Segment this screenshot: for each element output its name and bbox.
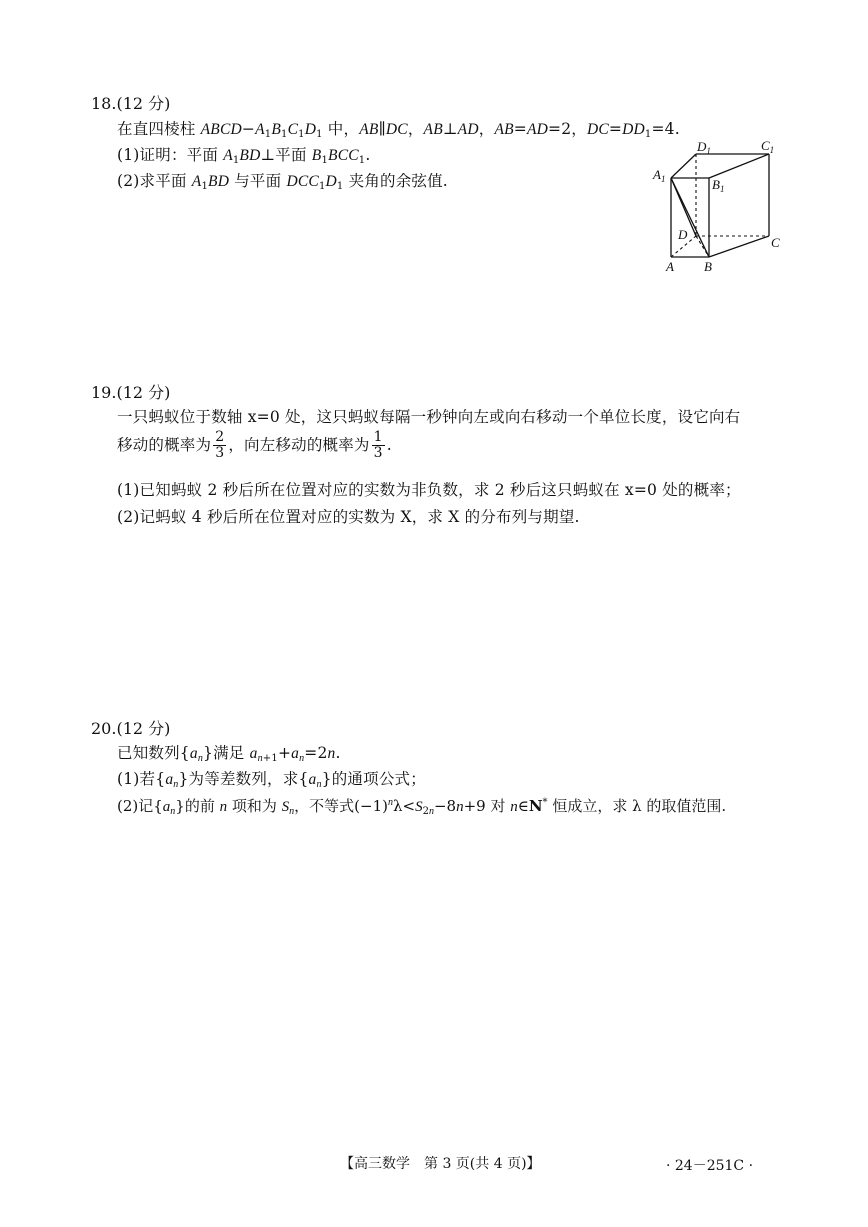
q20-part1: (1)若$\{a_n\}$为等差数列，求$\{a_n\}$的通项公式； [117,770,426,790]
label-C1: $C_1$ [761,138,775,155]
q20-stem-a: 已知数列{ [117,744,190,762]
label-B: B [704,259,712,274]
q19-frac-left [372,430,385,462]
q20-score: (12 分) [116,719,171,738]
label-D: D [678,227,688,242]
page-footer: 【高三数学 第 3 页(共 4 页)】 [340,1156,541,1172]
exam-code: · 24－251C · [666,1158,754,1174]
q18-score: (12 分) [116,94,171,113]
q20-part2-f: −8 [433,797,457,815]
q18-stem: 在直四棱柱 $ABCD-A_1B_1C_1D_1$ 中，AB∥DC，AB⊥AD，AB=AD=2，$DC=DD_1=4$. [117,120,680,140]
q19-header [91,380,170,403]
label-A1: $A_1$ [653,167,666,184]
q20-part1-b: }为等差数列，求{ [178,770,309,788]
q19-frac2-num: 1 [373,429,383,445]
q20-part2-g: +9 对 [463,797,511,815]
label-A: A [666,259,674,274]
q18-part1: (1)证明：平面 $A_1BD\perp$平面 $B_1BCC_1$. [117,146,371,166]
q19-frac-right [213,430,226,462]
q19-line2-b: ，向左移动的概率为 [228,435,370,454]
q20-part2: (2)记$\{a_n\}$的前 n 项和为 $S_n$，不等式$(-1)^n\lambda<S_{2n}-8n+9$ 对 n∈N* 恒成立，求 λ 的取值范围. [117,797,727,817]
q18-part2-mid: 与平面 [229,172,287,190]
q18-part1-label: (1)证明： [117,146,187,164]
q20-part2-i: 恒成立，求 λ 的取值范围. [547,797,727,815]
q19-line2-end: . [386,435,392,454]
q19-line1: 一只蚂蚁位于数轴 x=0 处，这只蚂蚁每隔一秒钟向左或向右移动一个单位长度，设它向右 [117,408,741,426]
q18-header [91,91,170,114]
q20-stem: 已知数列$\{a_n\}$满足 $a_{n+1}+a_n=2n$. [117,744,341,764]
q19-part1: (1)已知蚂蚁 2 秒后所在位置对应的实数为非负数，求 2 秒后这只蚂蚁在 x=0 处的概率； [117,481,741,499]
prism-figure [648,133,788,275]
q20-part2-b: }的前 [175,797,220,815]
q19-frac2-den: 3 [373,445,383,462]
q19-line2 [117,430,392,462]
q18-part2-post: 夹角的余弦值. [343,172,448,190]
label-D1: $D_1$ [697,139,711,156]
q18-number: 18. [91,94,117,113]
q20-part2-d: ，不等式(−1) [294,797,388,815]
q19-line2-a: 移动的概率为 [117,435,212,454]
q19-frac1-num: 2 [215,429,225,445]
q20-stem-b: }满足 [203,744,250,762]
q18-stem-post: 中， [322,120,360,138]
label-C: C [771,235,780,250]
label-B1: $B_1$ [712,177,725,194]
q20-header [91,716,170,739]
q20-number: 20. [91,719,117,738]
q20-part2-a: (2)记{ [117,797,163,815]
q18-part2: (2)求平面 $A_1BD$ 与平面 $DCC_1D_1$ 夹角的余弦值. [117,172,448,192]
q19-score: (12 分) [116,383,171,402]
q19-frac1-den: 3 [215,445,225,462]
q20-part1-c: }的通项公式； [321,770,426,788]
q20-part2-h: ∈ [517,797,529,815]
q18-part2-label: (2)求平面 [117,172,192,190]
q19-part2: (2)记蚂蚁 4 秒后所在位置对应的实数为 X，求 X 的分布列与期望. [117,508,580,526]
q20-part2-e: λ< [392,797,416,815]
q20-part1-a: (1)若{ [117,770,166,788]
q19-number: 19. [91,383,117,402]
q18-stem-pre: 在直四棱柱 [117,120,201,138]
q20-part2-c: 项和为 [227,797,282,815]
